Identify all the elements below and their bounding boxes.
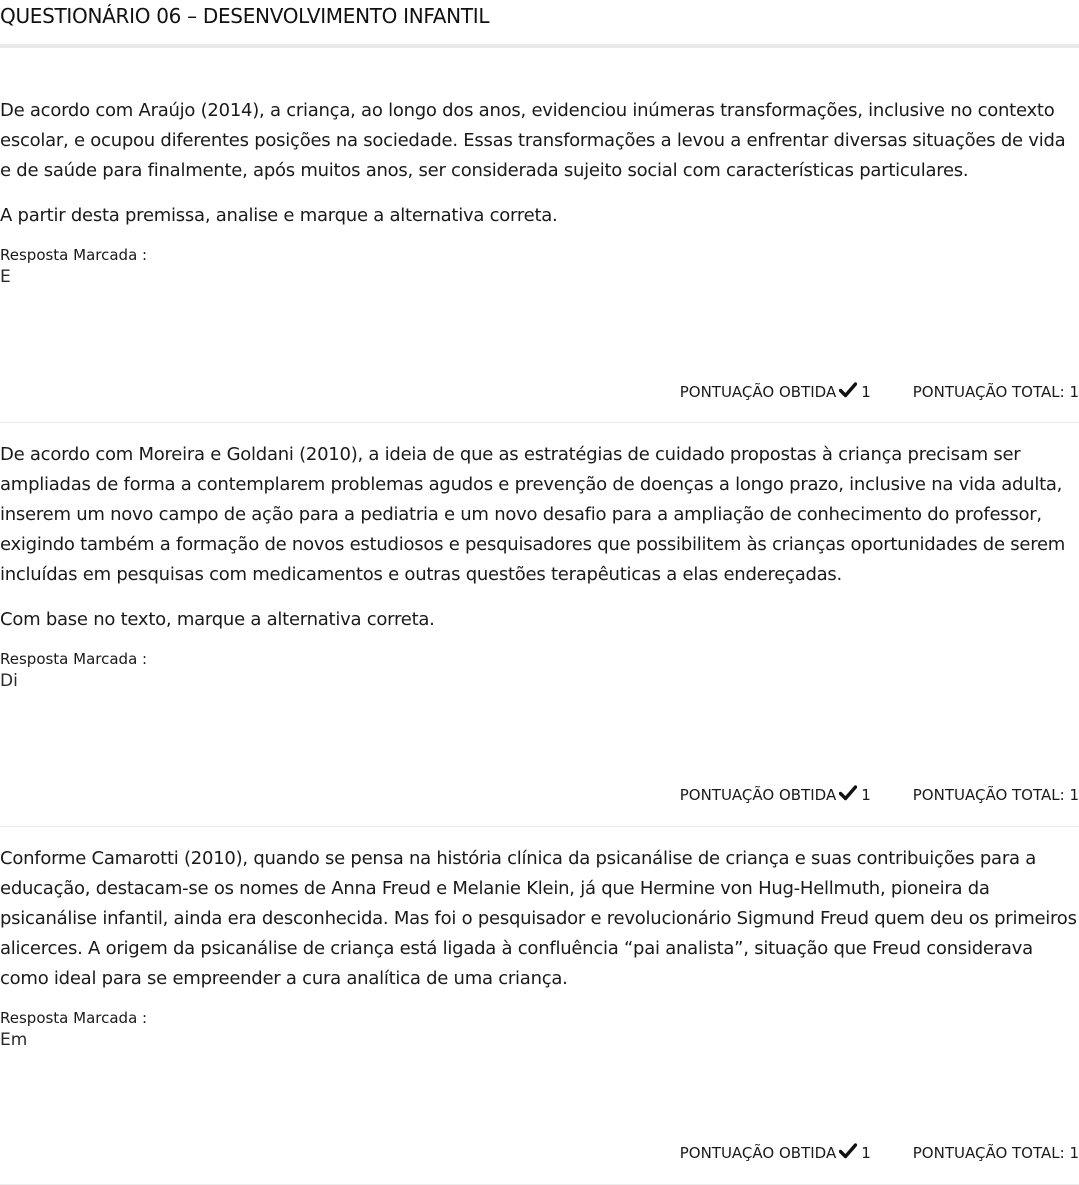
question-divider xyxy=(0,826,1079,827)
check-icon xyxy=(839,785,857,801)
score-total-value: 1 xyxy=(1069,1144,1079,1162)
score-obtained-label: PONTUAÇÃO OBTIDA xyxy=(679,383,837,401)
score-row xyxy=(680,1141,1079,1165)
check-icon xyxy=(839,382,857,398)
answer-value: Di xyxy=(0,671,18,691)
score-obtained-label: PONTUAÇÃO OBTIDA xyxy=(679,786,837,804)
score-obtained-label: PONTUAÇÃO OBTIDA xyxy=(679,1144,837,1162)
answer-label: Resposta Marcada : xyxy=(0,650,148,668)
page-title: QUESTIONÁRIO 06 – DESENVOLVIMENTO INFANTIL xyxy=(0,4,490,28)
score-obtained-value: 1 xyxy=(861,383,871,401)
question-card xyxy=(0,844,1079,1052)
question-card xyxy=(0,96,1079,289)
question-text: De acordo com Araújo (2014), a criança, ao longo dos anos, evidenciou inúmeras transformações, inclusive no contexto escolar, e ocupou diferentes posições na sociedade. Essas transformações a levou a enfrentar diversas situações de vida e de saúde para finalmente, após muitos anos, ser considerada sujeito social com características particulares. xyxy=(0,100,1066,181)
score-row xyxy=(680,783,1079,807)
answer-value: E xyxy=(0,267,11,287)
question-prompt: A partir desta premissa, analise e marque a alternativa correta. xyxy=(0,205,558,226)
score-total-label: PONTUAÇÃO TOTAL: xyxy=(912,383,1065,401)
score-obtained-value: 1 xyxy=(861,1144,871,1162)
score-obtained-value: 1 xyxy=(861,786,871,804)
question-text: Conforme Camarotti (2010), quando se pensa na história clínica da psicanálise de criança e suas contribuições para a educação, destacam-se os nomes de Anna Freud e Melanie Klein, já que Hermine von Hug-Hellmuth, pioneira da psicanálise infantil, ainda era desconhecida. Mas foi o pesquisador e revolucionário Sigmund Freud quem deu os primeiros alicerces. A origem da psicanálise de criança está ligada à confluência “pai analista”, situação que Freud considerava como ideal para se empreender a cura analítica de uma criança. xyxy=(0,848,1077,989)
question-prompt: Com base no texto, marque a alternativa correta. xyxy=(0,609,435,630)
score-total-label: PONTUAÇÃO TOTAL: xyxy=(912,1144,1065,1162)
score-total-label: PONTUAÇÃO TOTAL: xyxy=(912,786,1065,804)
answer-value: Em xyxy=(0,1030,28,1050)
score-row xyxy=(680,380,1079,404)
answer-label: Resposta Marcada : xyxy=(0,1009,148,1027)
question-card xyxy=(0,440,1079,693)
title-divider xyxy=(0,44,1079,48)
score-total-value: 1 xyxy=(1069,383,1079,401)
answer-label: Resposta Marcada : xyxy=(0,246,148,264)
question-text: De acordo com Moreira e Goldani (2010), a ideia de que as estratégias de cuidado propostas à criança precisam ser ampliadas de forma a contemplarem problemas agudos e prevenção de doenças a longo prazo, inclusive na vida adulta, inserem um novo campo de ação para a pediatria e um novo desafio para a ampliação de conhecimento do professor, exigindo também a formação de novos estudiosos e pesquisadores que possibilitem às crianças oportunidades de serem incluídas em pesquisas com medicamentos e outras questões terapêuticas a elas endereçadas. xyxy=(0,444,1066,585)
score-total-value: 1 xyxy=(1069,786,1079,804)
check-icon xyxy=(839,1143,857,1159)
question-divider xyxy=(0,422,1079,423)
